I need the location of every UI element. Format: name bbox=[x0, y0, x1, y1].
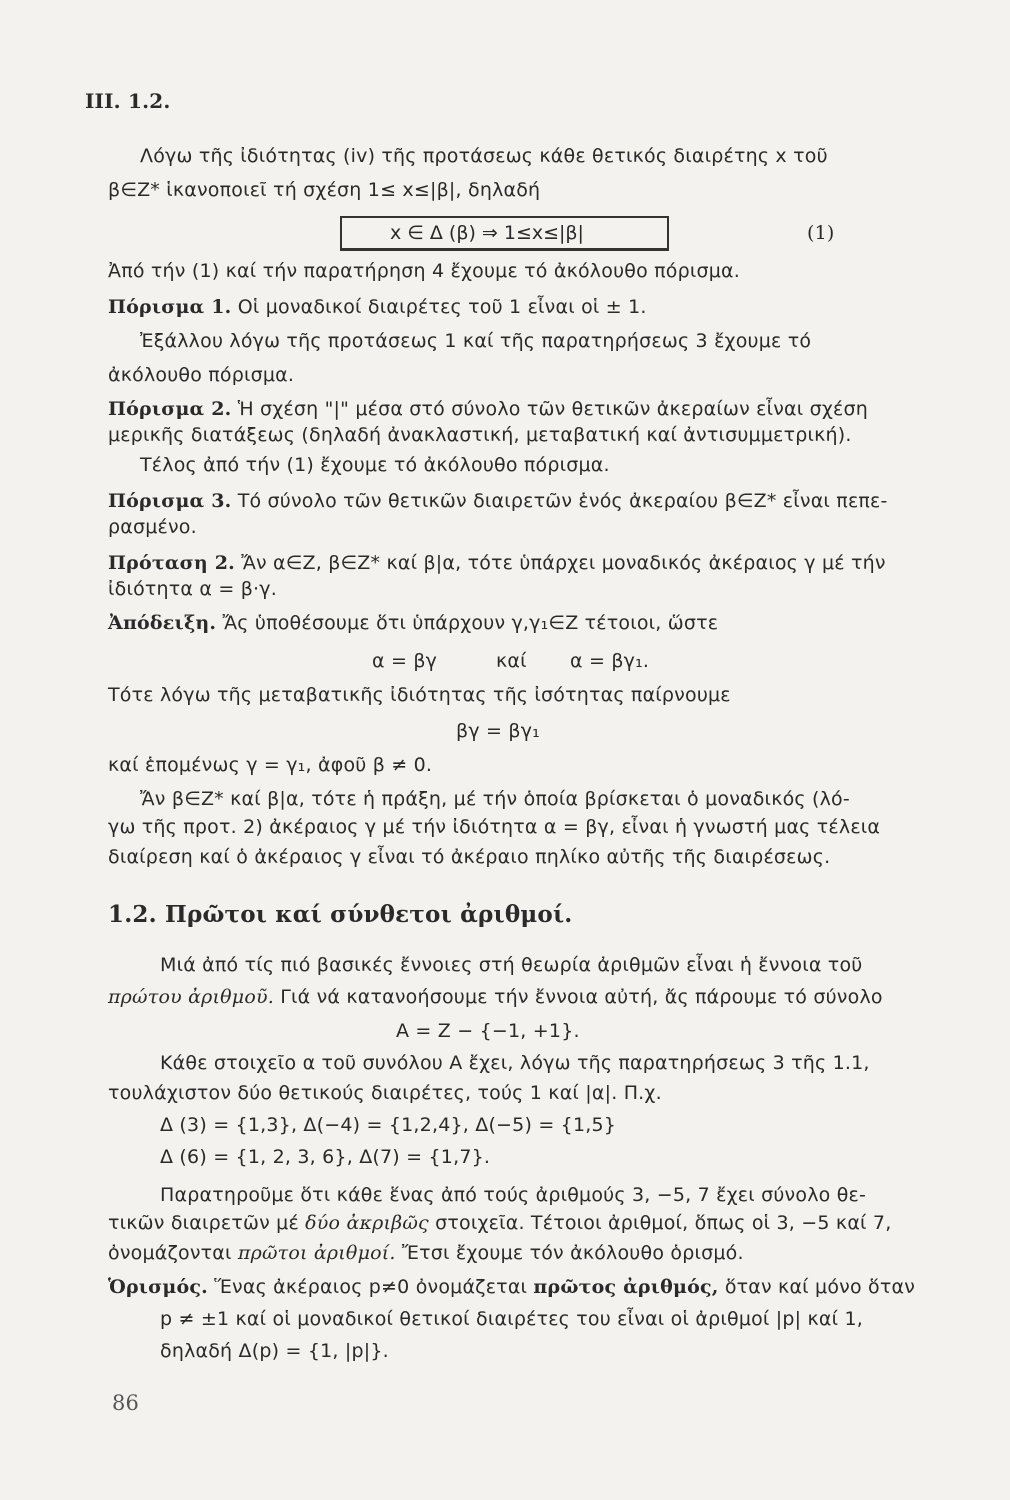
definition-text-start: Ἕνας ἀκέραιος p≠0 ὀνομάζεται bbox=[207, 1276, 534, 1298]
paragraph-7-line-3: διαίρεση καί ὁ ἀκέραιος γ εἶναι τό ἀκέραιο πηλίκο αὐτῆς τῆς διαιρέσεως. bbox=[108, 846, 831, 868]
equation-1-and: καί bbox=[496, 650, 527, 672]
formula-number: (1) bbox=[807, 222, 835, 244]
paragraph-10-line-3-end: Ἔτσι ἔχουμε τόν ἀκόλουθο ὁρισμό. bbox=[395, 1242, 744, 1264]
paragraph-7-line-1: Ἄν β∈Z* καί β|α, τότε ἡ πράξη, μέ τήν ὁποία βρίσκεται ὁ μοναδικός (λό- bbox=[140, 788, 850, 810]
paragraph-1-line-1: Λόγω τῆς ἰδιότητας (iv) τῆς προτάσεως κάθε θετικός διαιρέτης x τοῦ bbox=[140, 145, 828, 167]
page-number: 86 bbox=[112, 1391, 140, 1415]
formula-box bbox=[340, 216, 669, 251]
paragraph-10-line-2-end: στοιχεῖα. Τέτοιοι ἀριθμοί, ὅπως οἱ 3, −5 καί 7, bbox=[428, 1212, 892, 1234]
paragraph-8-line-2 bbox=[108, 984, 883, 1010]
paragraph-9-line-2: τουλάχιστον δύο θετικούς διαιρέτες, τούς 1 καί |α|. Π.χ. bbox=[108, 1082, 662, 1104]
paragraph-4: Τέλος ἀπό τήν (1) ἔχουμε τό ἀκόλουθο πόρισμα. bbox=[140, 454, 610, 476]
paragraph-3-line-2: ἀκόλουθο πόρισμα. bbox=[108, 364, 295, 386]
paragraph-1-line-2: β∈Z* ἱκανοποιεῖ τή σχέση 1≤ x≤|β|, δηλαδή bbox=[108, 179, 541, 201]
paragraph-10-line-3 bbox=[108, 1240, 744, 1266]
paragraph-8-line-2-text: Γιά νά κατανοήσουμε τήν ἔννοια αὐτή, ἄς πάρουμε τό σύνολο bbox=[273, 986, 883, 1008]
definition-line-2: p ≠ ±1 καί οἱ μοναδικοί θετικοί διαιρέτες του εἶναι οἱ ἀριθμοί |p| καί 1, bbox=[160, 1308, 864, 1330]
corollary-3-line-2: ρασμένο. bbox=[108, 516, 197, 538]
equation-1-right: α = βγ₁. bbox=[570, 650, 650, 672]
definition-term: πρῶτος ἀριθμός, bbox=[533, 1276, 719, 1298]
examples-line-1: Δ (3) = {1,3}, Δ(−4) = {1,2,4}, Δ(−5) = {1,5} bbox=[160, 1114, 617, 1136]
term-exactly-two: δύο ἀκριβῶς bbox=[305, 1212, 429, 1234]
section-heading: 1.2. Πρῶτοι καί σύνθετοι ἀριθμοί. bbox=[108, 901, 573, 928]
definition-label: Ὁρισμός. bbox=[108, 1276, 208, 1298]
proof-label: Ἀπόδειξη. bbox=[108, 612, 217, 634]
paragraph-10-line-2-start: τικῶν διαιρετῶν μέ bbox=[108, 1212, 306, 1234]
equation-2: βγ = βγ₁ bbox=[456, 720, 540, 742]
corollary-3-label: Πόρισμα 3. bbox=[108, 490, 232, 512]
paragraph-5: Τότε λόγω τῆς μεταβατικῆς ἰδιότητας τῆς ἰσότητας παίρνουμε bbox=[108, 684, 731, 706]
definition-line-3: δηλαδή Δ(p) = {1, |p|}. bbox=[160, 1340, 389, 1362]
paragraph-6: καί ἑπομένως γ = γ₁, ἀφοῦ β ≠ 0. bbox=[108, 754, 433, 776]
corollary-2-text: Ἡ σχέση "|" μέσα στό σύνολο τῶν θετικῶν ἀκεραίων εἶναι σχέση bbox=[237, 398, 868, 420]
proposition-2-label: Πρόταση 2. bbox=[108, 552, 235, 574]
definition-line-1 bbox=[108, 1274, 915, 1300]
corollary-3-text: Τό σύνολο τῶν θετικῶν διαιρετῶν ἑνός ἀκεραίου β∈Z* εἶναι πεπε- bbox=[237, 490, 888, 512]
paragraph-8-line-1: Μιά ἀπό τίς πιό βασικές ἔννοιες στή θεωρία ἀριθμῶν εἶναι ἡ ἔννοια τοῦ bbox=[160, 954, 863, 976]
corollary-1-text: Οἱ μοναδικοί διαιρέτες τοῦ 1 εἶναι οἱ ± 1. bbox=[237, 296, 647, 318]
proof-text: Ἄς ὑποθέσουμε ὅτι ὑπάρχουν γ,γ₁∈Z τέτοιοι, ὥστε bbox=[222, 612, 719, 634]
definition-text-end: ὅταν καί μόνο ὅταν bbox=[718, 1276, 916, 1298]
equation-1-left: α = βγ bbox=[372, 650, 438, 672]
paragraph-10-line-2 bbox=[108, 1210, 891, 1236]
paragraph-9-line-1: Κάθε στοιχεῖο α τοῦ συνόλου A ἔχει, λόγω τῆς παρατηρήσεως 3 τῆς 1.1, bbox=[160, 1052, 870, 1074]
paragraph-7-line-2: γω τῆς προτ. 2) ἀκέραιος γ μέ τήν ἰδιότητα α = βγ, εἶναι ἡ γνωστή μας τέλεια bbox=[108, 816, 881, 838]
corollary-1-label: Πόρισμα 1. bbox=[108, 296, 232, 318]
paragraph-2: Ἀπό τήν (1) καί τήν παρατήρηση 4 ἔχουμε τό ἀκόλουθο πόρισμα. bbox=[108, 260, 741, 282]
paragraph-10-line-3-start: ὀνομάζονται bbox=[108, 1242, 238, 1264]
proposition-2-text: Ἄν α∈Z, β∈Z* καί β|α, τότε ὑπάρχει μοναδικός ἀκέραιος γ μέ τήν bbox=[241, 552, 886, 574]
equation-3: A = Z − {−1, +1}. bbox=[396, 1020, 580, 1042]
paragraph-3-line-1: Ἐξάλλου λόγω τῆς προτάσεως 1 καί τῆς παρατηρήσεως 3 ἔχουμε τό bbox=[140, 330, 812, 352]
proof-line bbox=[108, 610, 718, 636]
formula-expression: x ∈ Δ (β) ⇒ 1≤x≤|β| bbox=[390, 222, 584, 244]
corollary-1 bbox=[108, 294, 647, 320]
proposition-2-line-2: ἰδιότητα α = β·γ. bbox=[108, 578, 277, 600]
term-prime-numbers: πρῶτοι ἀριθμοί. bbox=[237, 1242, 396, 1264]
paragraph-10-line-1: Παρατηροῦμε ὅτι κάθε ἕνας ἀπό τούς ἀριθμούς 3, −5, 7 ἔχει σύνολο θε- bbox=[160, 1184, 867, 1206]
corollary-2-line-1 bbox=[108, 396, 868, 422]
running-header: III. 1.2. bbox=[85, 89, 171, 113]
corollary-3-line-1 bbox=[108, 488, 888, 514]
proposition-2-line-1 bbox=[108, 550, 886, 576]
corollary-2-line-2: μερικῆς διατάξεως (δηλαδή ἀνακλαστική, μεταβατική καί ἀντισυμμετρική). bbox=[108, 424, 852, 446]
term-prime-number: πρώτου ἀριθμοῦ. bbox=[108, 986, 274, 1008]
corollary-2-label: Πόρισμα 2. bbox=[108, 398, 232, 420]
examples-line-2: Δ (6) = {1, 2, 3, 6}, Δ(7) = {1,7}. bbox=[160, 1146, 491, 1168]
